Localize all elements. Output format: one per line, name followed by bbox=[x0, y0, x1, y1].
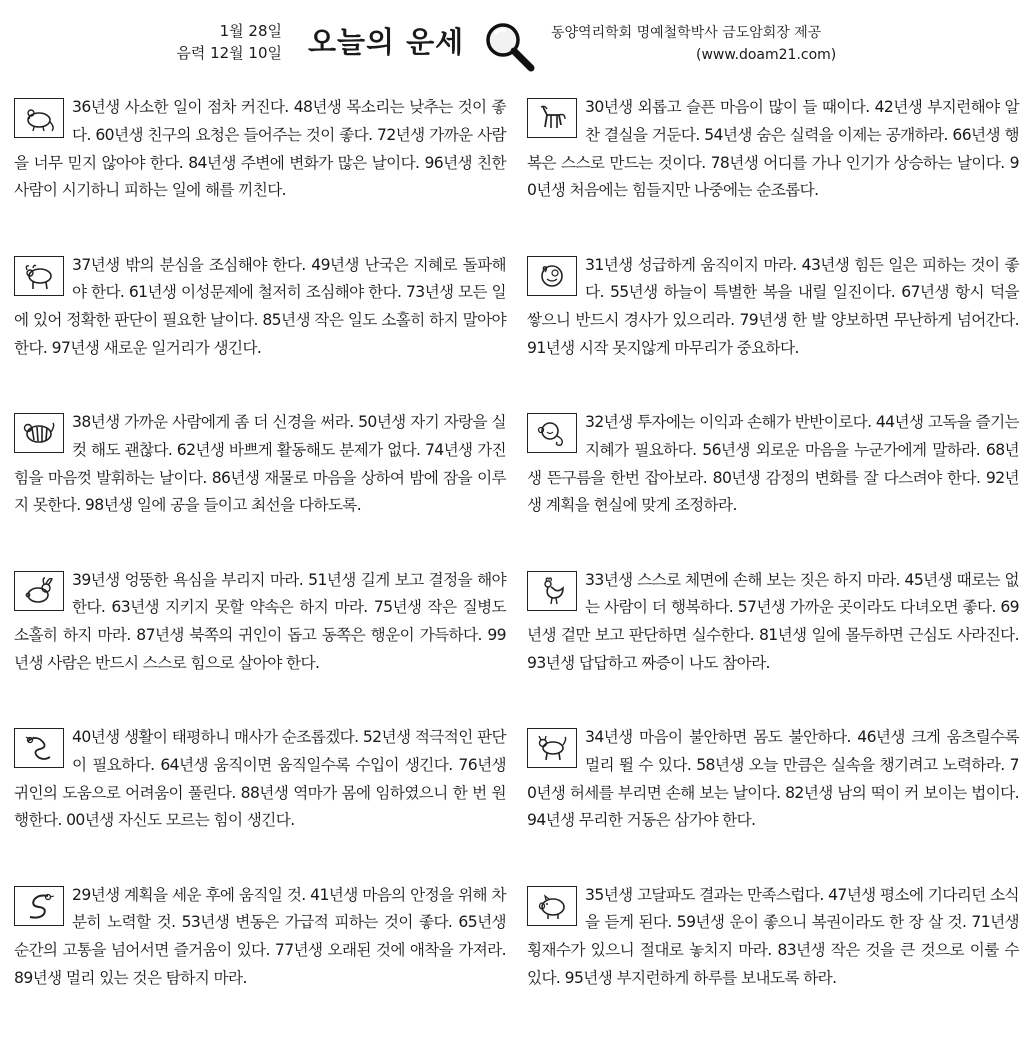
horse-icon bbox=[527, 98, 577, 138]
fortune-text: 39년생 엉뚱한 욕심을 부리지 마라. 51년생 길게 보고 결정을 해야 한다. 63년생 지키지 못할 약속은 하지 마라. 75년생 작은 질병도 소홀히 하지 마라. 87년생 북쪽의 귀인이 돕고 동쪽은 행운이 가득하다. 99년생 사람은 반드시 스스로 힘으로 살아야 한다. bbox=[14, 570, 506, 672]
fortune-text: 29년생 계획을 세운 후에 움직일 것. 41년생 마음의 안정을 위해 차분히 노력할 것. 53년생 변동은 가급적 피하는 것이 좋다. 65년생 순간의 고통을 넘어서면 즐거움이 있다. 77년생 오래된 것에 애착을 가져라. 89년생 멀리 있는 것은 탐하지 마라. bbox=[14, 885, 506, 987]
snake-icon bbox=[14, 886, 64, 926]
fortune-entry-rat bbox=[14, 94, 506, 244]
pig-icon bbox=[527, 886, 577, 926]
lunar-date: 음력 12월 10일 bbox=[176, 44, 282, 62]
fortune-entry-monkey bbox=[527, 409, 1019, 559]
credit-line: 동양역리학회 명예철학박사 금도암회장 제공 bbox=[551, 25, 822, 41]
fortune-column-left bbox=[14, 94, 506, 1039]
page-title: 오늘의 운세 bbox=[308, 25, 465, 59]
fortune-text: 32년생 투자에는 이익과 손해가 반반이로다. 44년생 고독을 즐기는 지혜가 필요하다. 56년생 외로운 마음을 누군가에게 말하라. 68년생 뜬구름을 한번 잡아보라. 80년생 감정의 변화를 잘 다스려야 한다. 92년생 계획을 현실에 맞게 조정하라. bbox=[527, 413, 1019, 515]
fortune-text: 35년생 고달파도 결과는 만족스럽다. 47년생 평소에 기다리던 소식을 듣게 된다. 59년생 운이 좋으니 복권이라도 한 장 살 것. 71년생 횡재수가 있으니 절대로 놓치지 마라. 83년생 작은 것을 큰 것으로 이룰 수 있다. 95년생 부지런하게 하루를 보내도록 하라. bbox=[527, 885, 1019, 987]
fortune-entry-snake bbox=[14, 882, 506, 1032]
monkey-icon bbox=[527, 413, 577, 453]
fortune-entry-rabbit bbox=[14, 567, 506, 717]
fortune-entry-pig bbox=[527, 882, 1019, 1032]
fortune-entry-sheep bbox=[527, 252, 1019, 402]
fortune-entry-dragon bbox=[14, 724, 506, 874]
fortune-text: 37년생 밖의 분심을 조심해야 한다. 49년생 난국은 지혜로 돌파해야 한다. 61년생 이성문제에 철저히 조심해야 한다. 73년생 모든 일에 있어 정확한 판단이 필요한 날이다. 85년생 작은 일도 소홀히 하지 말아야 한다. 97년생 새로운 일거리가 생긴다. bbox=[14, 255, 506, 357]
fortune-entry-tiger bbox=[14, 409, 506, 559]
rat-icon bbox=[14, 98, 64, 138]
rabbit-icon bbox=[14, 571, 64, 611]
fortune-text: 34년생 마음이 불안하면 몸도 불안하다. 46년생 크게 움츠릴수록 멀리 뛸 수 있다. 58년생 오늘 만큼은 실속을 챙기려고 노력하라. 70년생 허세를 부리면 손해 보는 날이다. 82년생 남의 떡이 커 보이는 법이다. 94년생 무리한 거동은 삼가야 한다. bbox=[527, 728, 1019, 830]
fortune-text: 30년생 외롭고 슬픈 마음이 많이 들 때이다. 42년생 부지런해야 알찬 결실을 거둔다. 54년생 숨은 실력을 이제는 공개하라. 66년생 행복은 스스로 만드는 것이다. 78년생 어디를 가나 인기가 상승하는 날이다. 90년생 처음에는 힘들지만 나중에는 순조롭다. bbox=[527, 98, 1019, 200]
fortune-column-right bbox=[527, 94, 1019, 1039]
rooster-icon bbox=[527, 571, 577, 611]
website-line: (www.doam21.com) bbox=[696, 47, 837, 63]
ox-icon bbox=[14, 256, 64, 296]
fortune-text: 36년생 사소한 일이 점차 커진다. 48년생 목소리는 낮추는 것이 좋다. 60년생 친구의 요청은 들어주는 것이 좋다. 72년생 가까운 사람을 너무 믿지 않아야 한다. 84년생 주변에 변화가 많은 날이다. 96년생 친한 사람이 시기하니 피하는 일에 해를 끼친다. bbox=[14, 98, 506, 200]
fortune-text: 33년생 스스로 체면에 손해 보는 짓은 하지 마라. 45년생 때로는 없는 사람이 더 행복하다. 57년생 가까운 곳이라도 다녀오면 좋다. 69년생 겉만 보고 판단하면 실수한다. 81년생 일에 몰두하면 근심도 사라진다. 93년생 답답하고 짜증이 나도 참아라. bbox=[527, 570, 1019, 672]
fortune-entry-ox bbox=[14, 252, 506, 402]
tiger-icon bbox=[14, 413, 64, 453]
dragon-icon bbox=[14, 728, 64, 768]
magnifier-icon bbox=[481, 18, 537, 74]
fortune-text: 31년생 성급하게 움직이지 마라. 43년생 힘든 일은 피하는 것이 좋다. 55년생 하늘이 특별한 복을 내릴 일진이다. 67년생 항시 덕을 쌓으니 반드시 경사가 있으리라. 79년생 한 발 양보하면 무난하게 넘어간다. 91년생 시작 못지않게 마무리가 중요하다. bbox=[527, 255, 1019, 357]
solar-date: 1월 28일 bbox=[219, 22, 282, 40]
sheep-icon bbox=[527, 256, 577, 296]
fortune-entry-dog bbox=[527, 724, 1019, 874]
fortune-entry-rooster bbox=[527, 567, 1019, 717]
fortune-text: 38년생 가까운 사람에게 좀 더 신경을 써라. 50년생 자기 자랑을 실컷 해도 괜찮다. 62년생 바쁘게 활동해도 분제가 없다. 74년생 가진 힘을 마음껏 발휘하는 날이다. 86년생 재물로 마음을 상하여 밤에 잠을 이루지 못한다. 98년생 일에 공을 들이고 최선을 다하도록. bbox=[14, 413, 506, 515]
fortune-entry-horse bbox=[527, 94, 1019, 244]
header bbox=[0, 0, 1024, 82]
fortune-text: 40년생 생활이 태평하니 매사가 순조롭겠다. 52년생 적극적인 판단이 필요하다. 64년생 움직이면 움직일수록 수입이 생긴다. 76년생 귀인의 도움으로 어려움이 풀린다. 88년생 역마가 몸에 임하였으니 한 번 원행한다. 00년생 자신도 모르는 힘이 생긴다. bbox=[14, 728, 506, 830]
dog-icon bbox=[527, 728, 577, 768]
